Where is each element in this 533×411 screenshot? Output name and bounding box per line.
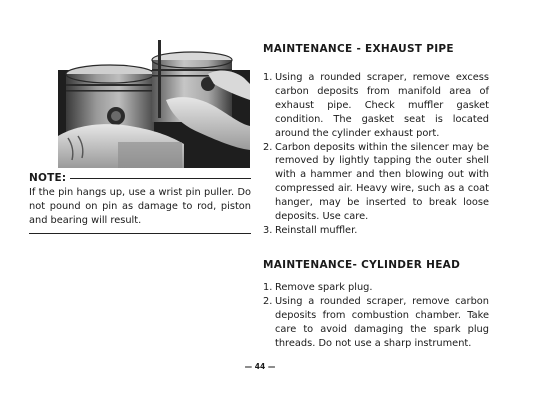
exhaust-step-2: [263, 141, 489, 224]
step-number: 2.: [263, 295, 273, 307]
step-text: Reinstall muffler.: [275, 224, 358, 236]
exhaust-step-1: [263, 71, 489, 141]
step-number: 2.: [263, 141, 273, 153]
exhaust-pipe-steps: [263, 71, 489, 238]
step-text: Remove spark plug.: [275, 282, 373, 293]
piston-photo: [58, 40, 250, 168]
note-text: If the pin hangs up, use a wrist pin puller. Do not pound on pin as damage to rod, piston and bearing will result.: [29, 187, 251, 227]
cylinder-head-section: [263, 258, 489, 351]
exhaust-pipe-section: [263, 42, 489, 238]
cylinder-step-1: [263, 281, 489, 295]
step-number: 3.: [263, 224, 273, 236]
step-text: Carbon deposits within the silencer may be removed by lightly tapping the outer shell with a hammer and then blowing out with compressed air. Heavy wire, such as a coat hanger, may be inserted to break loose deposits. Use care.: [275, 141, 489, 223]
exhaust-step-3: [263, 224, 489, 238]
step-number: 1.: [263, 72, 273, 83]
step-text: Using a rounded scraper, remove excess carbon deposits from manifold area of exhaust pipe. Check muffler gasket condition. The gasket seat is located around the cylinder exhaust port.: [275, 72, 489, 139]
note-block: [29, 171, 251, 234]
note-title-rule: [70, 178, 251, 179]
cylinder-head-steps: [263, 281, 489, 351]
exhaust-pipe-heading: MAINTENANCE - EXHAUST PIPE: [263, 43, 454, 55]
note-bottom-rule: [29, 233, 251, 234]
page-number: — 44 —: [244, 362, 276, 371]
cylinder-step-2: [263, 295, 489, 351]
step-text: Using a rounded scraper, remove carbon deposits from combustion chamber. Take care to avoid damaging the spark plug threads. Do not use a sharp instrument.: [275, 295, 489, 349]
step-number: 1.: [263, 282, 273, 293]
note-header: [29, 171, 251, 185]
cylinder-head-heading: MAINTENANCE- CYLINDER HEAD: [263, 259, 461, 271]
note-title: NOTE:: [29, 172, 67, 184]
